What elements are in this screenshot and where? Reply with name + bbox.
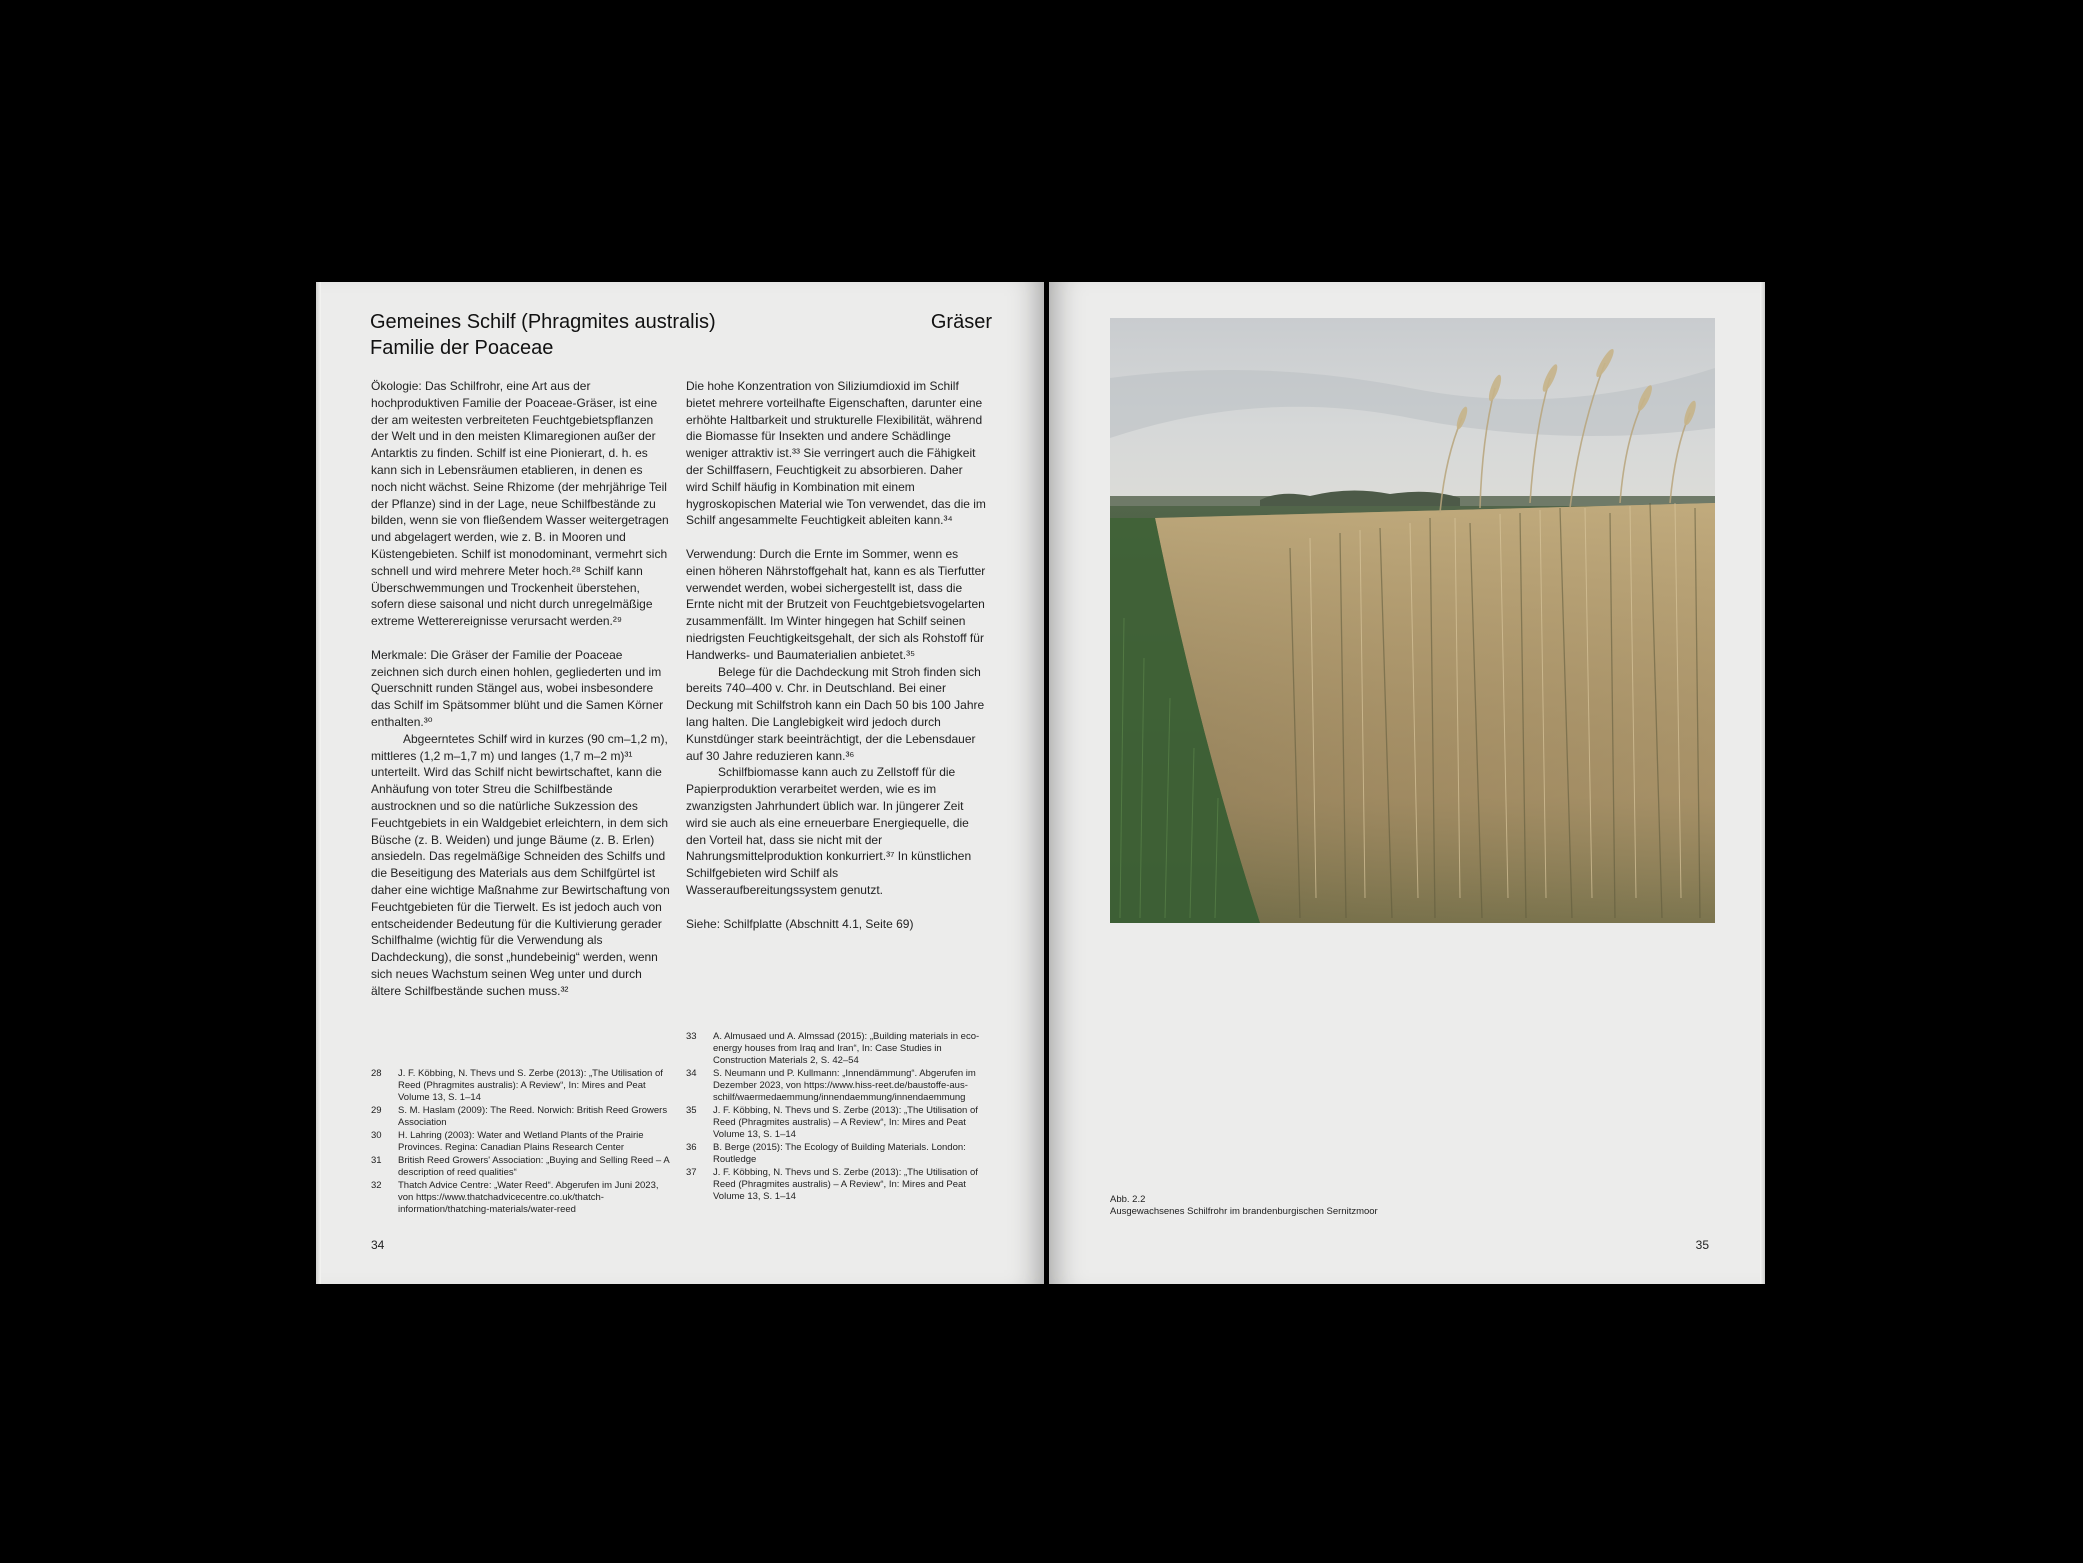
paragraph-oekologie: Ökologie: Das Schilfrohr, eine Art aus der hochproduktiven Familie der Poaceae-Gräser, ist eine der am weitesten verbreiteten Feuchtgebietspflanzen der Welt und in den meisten Klimaregionen außer der Antarktis zu finden. Schilf ist eine Pionierart, d. h. es kann sich in Lebensräumen etablieren, in denen es noch nicht wächst. Seine Rhizome (der mehrjährige Teil der Pflanze) sind in der Lage, neue Schilfbestände zu bilden, wenn sie von fließendem Wasser weitergetragen und abgelagert werden, wie z. B. in Mooren und Küstengebieten. Schilf ist monodominant, vermehrt sich schnell und wird mehrere Meter hoch.²⁸ Schilf kann Überschwemmungen und Trockenheit überstehen, sofern diese saisonal und nicht durch unregelmäßige extreme Wetterereignisse verursacht werden.²⁹ xyxy=(371,379,669,629)
footnote xyxy=(371,1130,671,1154)
footnote-text: S. Neumann und P. Kullmann: „Innendämmung“. Abgerufen im Dezember 2023, von https://www.hiss-reet.de/baustoffe-aus-schilf/waermedaemmung/innendaemmung/innendaemmung xyxy=(713,1068,976,1103)
paragraph-dachdeckung: Belege für die Dachdeckung mit Stroh finden sich bereits 740–400 v. Chr. in Deutschland. Bei einer Deckung mit Schilfstroh kann ein Dach 50 bis 100 Jahre lang halten. Die Langlebigkeit wird jedoch durch Kunstdünger stark beeinträchtigt, der die Lebensdauer auf 30 Jahre reduzieren kann.³⁶ xyxy=(686,664,985,763)
paragraph-siliziumdioxid: Die hohe Konzentration von Siliziumdioxid im Schilf bietet mehrere vorteilhafte Eigenschaften, darunter eine erhöhte Haltbarkeit und strukturelle Flexibilität, während die Biomasse für Insekten und andere Schädlinge weniger attraktiv ist.³³ Sie verringert auch die Fähigkeit der Schilffasern, Feuchtigkeit zu absorbieren. Daher wird Schilf häufig in Kombination mit einem hygroskopischen Material wie Ton verwendet, das die im Schilf angesammelte Feuchtigkeit ableiten kann.³⁴ xyxy=(686,379,986,528)
footnote-number: 33 xyxy=(686,1031,697,1042)
footnote xyxy=(686,1167,986,1203)
title-line-2: Familie der Poaceae xyxy=(370,337,554,359)
footnote-number: 30 xyxy=(371,1130,382,1141)
footnote xyxy=(686,1031,986,1067)
footnote-number: 36 xyxy=(686,1142,697,1153)
footnote xyxy=(371,1068,671,1104)
footnote-text: A. Almusaed und A. Almssad (2015): „Building materials in eco-energy houses from Iraq and Iran“, In: Case Studies in Construction Materials 2, S. 42–54 xyxy=(713,1031,980,1066)
footnote xyxy=(371,1180,671,1216)
footnote-number: 37 xyxy=(686,1167,697,1178)
footnote xyxy=(686,1105,986,1141)
paragraph-schilfbiomasse: Schilfbiomasse kann auch zu Zellstoff für die Papierproduktion verarbeitet werden, wie es im zwanzigsten Jahrhundert üblich war. In jüngerer Zeit wird sie auch als eine erneuerbare Energiequelle, die den Vorteil hat, dass sie nicht mit der Nahrungsmittelproduktion konkurriert.³⁷ In künstlichen Schilfgebieten wird Schilf als Wasseraufbereitungssystem genutzt. xyxy=(686,765,972,897)
footnote xyxy=(371,1155,671,1179)
page-edge xyxy=(316,282,321,1284)
footnote-text: British Reed Growers' Association: „Buying and Selling Reed – A description of reed qualities“ xyxy=(398,1155,670,1178)
figure-number: Abb. 2.2 xyxy=(1110,1194,1146,1205)
footnote xyxy=(371,1105,671,1129)
footnote-text: Thatch Advice Centre: „Water Reed“. Abgerufen im Juni 2023, von https://www.thatchadvicecentre.co.uk/thatch-information/thatching-materials/water-reed xyxy=(398,1180,659,1215)
paragraph-siehe: Siehe: Schilfplatte (Abschnitt 4.1, Seite 69) xyxy=(686,916,914,931)
footnote-number: 35 xyxy=(686,1105,697,1116)
footnote-text: J. F. Köbbing, N. Thevs und S. Zerbe (2013): „The Utilisation of Reed (Phragmites australis) – A Review“, In: Mires and Peat Volume 13, S. 1–14 xyxy=(713,1105,978,1140)
page-number: 35 xyxy=(1695,1238,1709,1252)
page-edge xyxy=(1760,282,1765,1284)
footnote-text: B. Berge (2015): The Ecology of Building Materials. London: Routledge xyxy=(713,1142,966,1165)
footnotes-column-1 xyxy=(371,1068,671,1217)
footnote-number: 29 xyxy=(371,1105,382,1116)
text-column-2 xyxy=(686,378,986,932)
section-heading: Gräser xyxy=(930,311,992,333)
reed-photo xyxy=(1110,318,1715,923)
paragraph-merkmale: Merkmale: Die Gräser der Familie der Poaceae zeichnen sich durch einen hohlen, gegliederten und im Querschnitt runden Stängel aus, wobei insbesondere das Schilf im Spätsommer blüht und die Samen Körner enthalten.³⁰ xyxy=(371,647,664,729)
footnote-number: 34 xyxy=(686,1068,697,1079)
footnote xyxy=(686,1142,986,1166)
footnote-text: J. F. Köbbing, N. Thevs und S. Zerbe (2013): „The Utilisation of Reed (Phragmites australis): A Review“, In: Mires and Peat Volume 13, S. 1–14 xyxy=(398,1068,663,1103)
text-column-1 xyxy=(371,378,671,999)
paragraph-verwendung: Verwendung: Durch die Ernte im Sommer, wenn es einen höheren Nährstoffgehalt hat, kann es als Tierfutter verwendet werden, wobei sichergestellt ist, dass die Ernte nicht mit der Brutzeit von Feuchtgebietsvogelarten zusammenfällt. Im Winter hingegen hat Schilf seinen niedrigsten Feuchtigkeitsgehalt, der sich als Rohstoff für Handwerks- und Baumaterialien anbietet.³⁵ xyxy=(686,546,986,662)
paragraph-schilf-laengen: Abgeerntetes Schilf wird in kurzes (90 cm–1,2 m), mittleres (1,2 m–1,7 m) und langes (1,7 m–2 m)³¹ unterteilt. Wird das Schilf nicht bewirtschaftet, kann die Anhäufung von toter Streu die Schilfbestände austrocknen und so die natürliche Sukzession des Feuchtgebiets in ein Waldgebiet erleichtern, in dem sich Büsche (z. B. Weiden) und junge Bäume (z. B. Erlen) ansiedeln. Das regelmäßige Schneiden des Schilfs und die Beseitigung des Materials aus dem Schilfgürtel ist daher eine wichtige Maßnahme zur Bewirtschaftung von Feuchtgebieten für die Tierwelt. Es ist jedoch auch von entscheidender Bedeutung für die Kultivierung gerader Schilfhalme (wichtig für die Verwendung als Dachdeckung), die sonst „hundebeinig“ werden, wenn sich neues Wachstum seinen Weg unter und durch ältere Schilfbestände suchen muss.³² xyxy=(371,731,670,998)
footnote-number: 28 xyxy=(371,1068,382,1079)
footnote-text: H. Lahring (2003): Water and Wetland Plants of the Prairie Provinces. Regina: Canadian Plains Research Center xyxy=(398,1130,644,1153)
footnotes-column-2 xyxy=(686,1031,986,1204)
right-page xyxy=(1049,282,1765,1284)
footnote-text: J. F. Köbbing, N. Thevs und S. Zerbe (2013): „The Utilisation of Reed (Phragmites australis) – A Review“, In: Mires and Peat Volume 13, S. 1–14 xyxy=(713,1167,978,1202)
footnote-number: 31 xyxy=(371,1155,382,1166)
page-number: 34 xyxy=(371,1238,385,1252)
footnote-text: S. M. Haslam (2009): The Reed. Norwich: British Reed Growers Association xyxy=(398,1105,668,1128)
footnote-number: 32 xyxy=(371,1180,382,1191)
figure-description: Ausgewachsenes Schilfrohr im brandenburgischen Sernitzmoor xyxy=(1110,1206,1378,1217)
title-line-1: Gemeines Schilf (Phragmites australis) xyxy=(370,311,716,333)
page-title xyxy=(370,309,716,361)
figure-caption xyxy=(1110,1194,1378,1218)
footnote xyxy=(686,1068,986,1104)
left-page xyxy=(316,282,1044,1284)
